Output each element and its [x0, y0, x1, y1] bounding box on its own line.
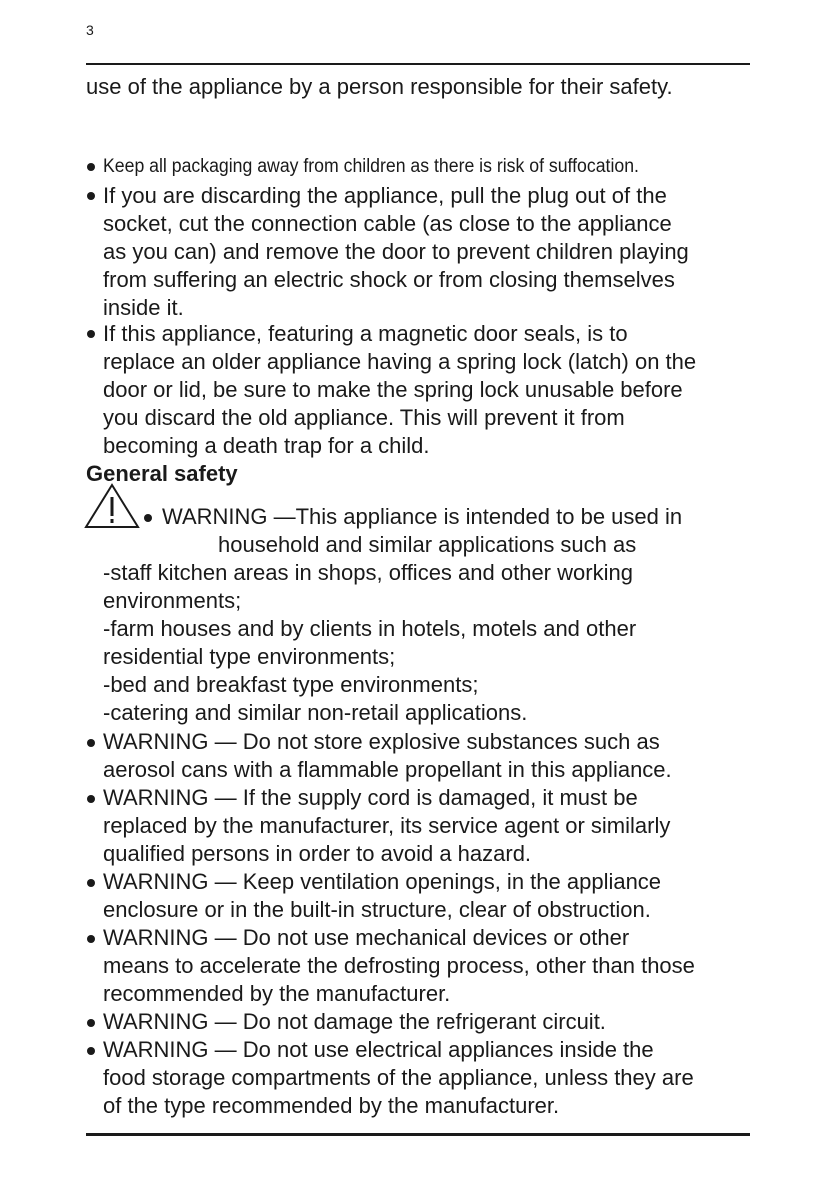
warning-6-line-1: WARNING — Do not use electrical appliances inside the: [103, 1037, 654, 1062]
application-line-3: -farm houses and by clients in hotels, motels and other: [103, 616, 637, 641]
bullet-3-line-5: becoming a death trap for a child.: [103, 433, 430, 458]
warning-2-line-2: replaced by the manufacturer, its service agent or similarly: [103, 813, 671, 838]
application-line-5: -bed and breakfast type environments;: [103, 672, 479, 697]
top-divider: [86, 63, 750, 65]
warning-4-line-2: means to accelerate the defrosting process, other than those: [103, 953, 695, 978]
bullet-3-line-2: replace an older appliance having a spring lock (latch) on the: [103, 349, 697, 374]
bullet-3-line-3: door or lid, be sure to make the spring lock unusable before: [103, 377, 683, 402]
warning-2-line-1: WARNING — If the supply cord is damaged, it must be: [103, 785, 638, 810]
bullet-icon: [87, 739, 95, 747]
bullet-icon: [87, 1047, 95, 1055]
page-number: 3: [86, 22, 94, 38]
application-line-6: -catering and similar non-retail applications.: [103, 700, 528, 725]
bullet-icon: [144, 514, 152, 522]
warning-1-line-2: aerosol cans with a flammable propellant in this appliance.: [103, 757, 672, 782]
warning-1-line-1: WARNING — Do not store explosive substances such as: [103, 729, 660, 754]
bullet-2-line-3: as you can) and remove the door to prevent children playing: [103, 239, 689, 264]
warning-5-line-1: WARNING — Do not damage the refrigerant circuit.: [103, 1009, 606, 1034]
intro-line-1: WARNING —This appliance is intended to be used in: [162, 504, 683, 529]
warning-3-line-1: WARNING — Keep ventilation openings, in the appliance: [103, 869, 662, 894]
warning-4-line-3: recommended by the manufacturer.: [103, 981, 451, 1006]
warning-triangle-icon: [84, 481, 140, 531]
warning-2-line-3: qualified persons in order to avoid a hazard.: [103, 841, 532, 866]
bullet-3-line-1: If this appliance, featuring a magnetic door seals, is to: [103, 321, 628, 346]
bullet-icon: [87, 795, 95, 803]
bullet-2-line-2: socket, cut the connection cable (as close to the appliance: [103, 211, 672, 236]
application-line-1: -staff kitchen areas in shops, offices and other working: [103, 560, 633, 585]
bullet-2-line-5: inside it.: [103, 295, 184, 320]
bullet-2-line-4: from suffering an electric shock or from closing themselves: [103, 267, 675, 292]
warning-4-line-1: WARNING — Do not use mechanical devices or other: [103, 925, 630, 950]
intro-line-2: household and similar applications such as: [218, 532, 637, 557]
bullet-1-line-1: Keep all packaging away from children as there is risk of suffocation.: [103, 156, 639, 177]
bullet-icon: [87, 879, 95, 887]
bullet-3-line-4: you discard the old appliance. This will prevent it from: [103, 405, 625, 430]
bullet-icon: [87, 163, 95, 171]
bullet-icon: [87, 192, 95, 200]
continuation-text: use of the appliance by a person responsible for their safety.: [86, 74, 673, 99]
application-line-2: environments;: [103, 588, 242, 613]
application-line-4: residential type environments;: [103, 644, 396, 669]
bullet-icon: [87, 1019, 95, 1027]
bullet-2-line-1: If you are discarding the appliance, pull the plug out of the: [103, 183, 667, 208]
warning-6-line-3: of the type recommended by the manufacturer.: [103, 1093, 560, 1118]
bottom-divider: [86, 1133, 750, 1136]
warning-6-line-2: food storage compartments of the appliance, unless they are: [103, 1065, 694, 1090]
bullet-icon: [87, 935, 95, 943]
section-heading: General safety: [86, 461, 238, 486]
bullet-icon: [87, 330, 95, 338]
warning-3-line-2: enclosure or in the built-in structure, clear of obstruction.: [103, 897, 651, 922]
